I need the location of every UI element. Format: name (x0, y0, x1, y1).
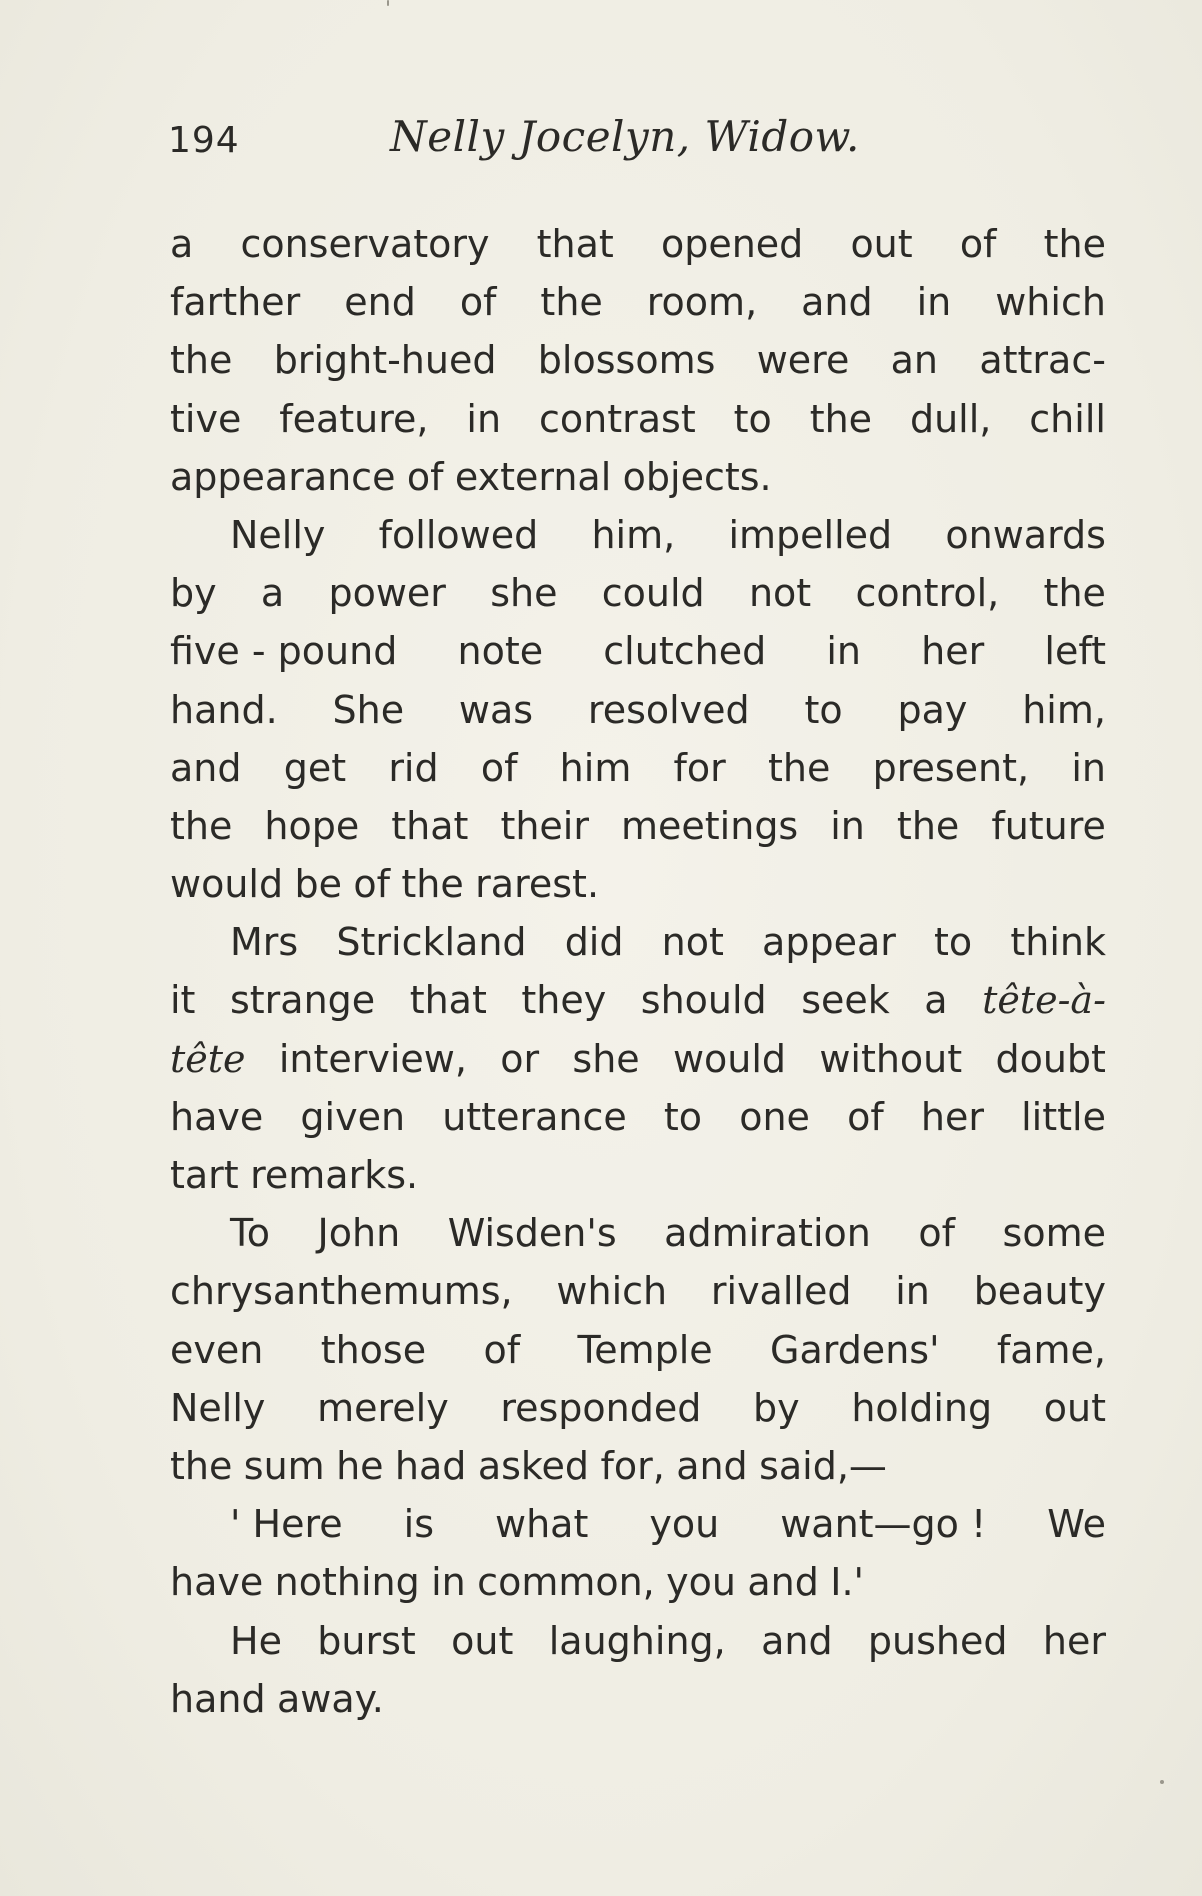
text-line (170, 681, 1106, 739)
word: the (1043, 571, 1106, 616)
word: in (1071, 745, 1106, 790)
word: get (283, 745, 347, 790)
text-line (170, 739, 1106, 797)
word: chill (1029, 396, 1106, 441)
word: out (850, 222, 913, 266)
word: tête-à- (982, 978, 1106, 1023)
text-line (170, 1670, 1106, 1728)
text-line (170, 1146, 1106, 1204)
word: some (1002, 1211, 1106, 1256)
word: We (1047, 1502, 1106, 1547)
word: I.' (830, 1560, 864, 1605)
word: had (394, 1443, 467, 1488)
text-line (170, 390, 1106, 448)
word: you (649, 1502, 720, 1547)
word: feature, (279, 396, 429, 441)
text-line (170, 1262, 1106, 1320)
word: which (556, 1269, 668, 1314)
word: out (451, 1618, 514, 1663)
word: He (230, 1618, 282, 1663)
word: those (320, 1327, 427, 1372)
text-line (170, 855, 1106, 913)
text-line (170, 564, 1106, 622)
word: in (830, 803, 865, 848)
word: the (170, 338, 233, 383)
running-title: Nelly Jocelyn, Widow. (390, 112, 860, 161)
word: said,— (759, 1443, 887, 1488)
word: attrac- (979, 338, 1106, 383)
word: they (521, 978, 607, 1023)
word: the (170, 803, 233, 848)
text-line (170, 913, 1106, 971)
word: asked (477, 1443, 590, 1488)
word: even (170, 1327, 264, 1372)
word: farther (170, 280, 301, 325)
word: could (601, 571, 705, 616)
word: burst (317, 1618, 416, 1663)
word: that (391, 803, 469, 848)
word: John (317, 1211, 401, 1256)
text-line (170, 215, 1106, 273)
word: and (676, 1443, 748, 1488)
text-line (170, 1030, 1106, 1088)
word: given (300, 1094, 406, 1139)
word: he (336, 1443, 384, 1488)
word: to (804, 687, 843, 732)
word: was (458, 687, 534, 732)
word: blossoms (537, 338, 716, 383)
word: she (490, 571, 558, 616)
word: without (819, 1036, 963, 1081)
word: is (403, 1502, 435, 1547)
word: impelled (728, 512, 893, 557)
running-head (168, 112, 908, 172)
word: of (847, 1094, 884, 1139)
word: of (480, 745, 518, 790)
word: bright-hued (273, 338, 497, 383)
word: to (934, 920, 973, 965)
word: appearance (170, 454, 396, 499)
word: Wisden's (447, 1211, 617, 1256)
text-line (170, 1495, 1106, 1553)
word: she (572, 1036, 640, 1081)
word: rid (388, 745, 439, 790)
word: of (959, 222, 997, 266)
text-line (170, 331, 1106, 389)
word: in (466, 396, 502, 441)
word: rarest. (475, 862, 600, 907)
text-line (170, 506, 1106, 564)
word: meetings (621, 803, 799, 848)
word: power (328, 571, 446, 616)
word: their (500, 803, 589, 848)
word: her (1042, 1618, 1106, 1663)
word: fame, (996, 1327, 1106, 1372)
word: little (1021, 1094, 1106, 1139)
word: Mrs (230, 920, 299, 965)
word: hand (170, 1676, 266, 1721)
word: not (748, 571, 812, 616)
word: for (673, 745, 726, 790)
word: interview, (278, 1036, 467, 1081)
word: seek (801, 978, 890, 1023)
word: to (663, 1094, 703, 1139)
word: responded (500, 1385, 702, 1430)
word: of (353, 862, 391, 907)
text-line (170, 1437, 1106, 1495)
word: of (483, 1327, 521, 1372)
word: her (920, 1094, 984, 1139)
word: for, (600, 1443, 665, 1488)
word: left (1044, 629, 1106, 674)
word: have (170, 1094, 264, 1139)
word: a (260, 571, 285, 616)
word: rivalled (710, 1269, 852, 1314)
word: her (921, 629, 985, 674)
text-line (170, 1088, 1106, 1146)
word: Strickland (336, 920, 527, 965)
word: him (559, 745, 632, 790)
word: dull, (909, 396, 992, 441)
word: the (768, 745, 831, 790)
word: control, (855, 571, 1000, 616)
word: an (890, 338, 939, 383)
word: or (500, 1036, 540, 1081)
word: clutched (603, 629, 767, 674)
word: utterance (442, 1094, 627, 1139)
word: away. (276, 1676, 384, 1721)
word: pay (897, 687, 968, 732)
word: Nelly (230, 512, 326, 557)
paper-speck (387, 0, 389, 6)
word: To (230, 1211, 271, 1256)
word: tart (170, 1153, 239, 1197)
word: note (457, 629, 544, 674)
word: the (401, 862, 464, 907)
word: appear (762, 920, 896, 965)
word: and (747, 1560, 819, 1605)
word: hope (264, 803, 360, 848)
word: remarks. (250, 1153, 419, 1197)
word: external (454, 454, 612, 499)
word: should (640, 978, 767, 1023)
word: end (344, 280, 416, 325)
word: of (918, 1211, 956, 1256)
word: did (564, 920, 624, 965)
word: merely (317, 1385, 449, 1430)
word: sum (243, 1443, 325, 1488)
word: be (294, 862, 342, 907)
text-line (170, 273, 1106, 331)
word: common, (477, 1560, 655, 1605)
word: want—go ! (780, 1502, 987, 1547)
word: Temple (577, 1327, 713, 1372)
word: pushed (867, 1618, 1008, 1663)
word: Gardens' (770, 1327, 940, 1372)
word: in (431, 1560, 466, 1605)
word: five - pound (170, 629, 398, 674)
word: a (170, 222, 194, 266)
word: future (991, 803, 1106, 848)
text-line (170, 1553, 1106, 1611)
word: think (1010, 920, 1106, 965)
word: onwards (945, 512, 1106, 557)
word: of (459, 280, 497, 325)
word: him, (1022, 687, 1106, 732)
word: one (739, 1094, 810, 1139)
word: She (332, 687, 405, 732)
word: room, (646, 280, 758, 325)
word: the (1043, 222, 1106, 266)
word: the (540, 280, 603, 325)
word: out (1043, 1385, 1106, 1430)
word: conservatory (240, 222, 490, 266)
text-line (170, 1321, 1106, 1379)
word: and (801, 280, 873, 325)
word: resolved (587, 687, 750, 732)
word: have (170, 1560, 264, 1605)
word: it (170, 978, 196, 1023)
word: that (409, 978, 487, 1023)
word: opened (660, 222, 804, 266)
text-line (170, 622, 1106, 680)
word: admiration (664, 1211, 871, 1256)
word: and (170, 745, 242, 790)
text-line (170, 1204, 1106, 1262)
word: contrast (538, 396, 696, 441)
word: present, (872, 745, 1030, 790)
page-number: 194 (168, 120, 240, 161)
text-line (170, 797, 1106, 855)
word: not (661, 920, 724, 965)
word: chrysanthemums, (170, 1269, 513, 1314)
word: laughing, (548, 1618, 726, 1663)
paper-speck (1160, 1780, 1164, 1784)
word: a (924, 978, 948, 1023)
word: and (761, 1618, 833, 1663)
word: the (809, 396, 873, 441)
word: in (895, 1269, 930, 1314)
text-line (170, 1379, 1106, 1437)
text-line (170, 1612, 1106, 1670)
word: were (756, 338, 850, 383)
word: what (495, 1502, 589, 1547)
word: Nelly (170, 1385, 266, 1430)
word: of (406, 454, 444, 499)
word: which (995, 280, 1106, 325)
text-line (170, 971, 1106, 1029)
word: that (536, 222, 614, 266)
word: the (170, 1443, 233, 1488)
word: followed (378, 512, 539, 557)
word: the (896, 803, 960, 848)
word: doubt (995, 1036, 1106, 1081)
word: ' Here (230, 1502, 343, 1547)
word: nothing (274, 1560, 420, 1605)
word: in (916, 280, 952, 325)
text-line (170, 448, 1106, 506)
word: in (826, 629, 862, 674)
word: tive (170, 396, 242, 441)
word: by (170, 571, 217, 616)
word: objects. (622, 454, 772, 499)
word: by (753, 1385, 800, 1430)
word: you (666, 1560, 736, 1605)
word: would (170, 862, 284, 907)
word: would (672, 1036, 787, 1081)
word: beauty (973, 1269, 1106, 1314)
word: hand. (170, 687, 278, 732)
word: holding (851, 1385, 993, 1430)
body-text (170, 215, 1106, 1728)
word: him, (591, 512, 676, 557)
word: tête (170, 1036, 246, 1081)
word: strange (229, 978, 376, 1023)
word: to (733, 396, 772, 441)
